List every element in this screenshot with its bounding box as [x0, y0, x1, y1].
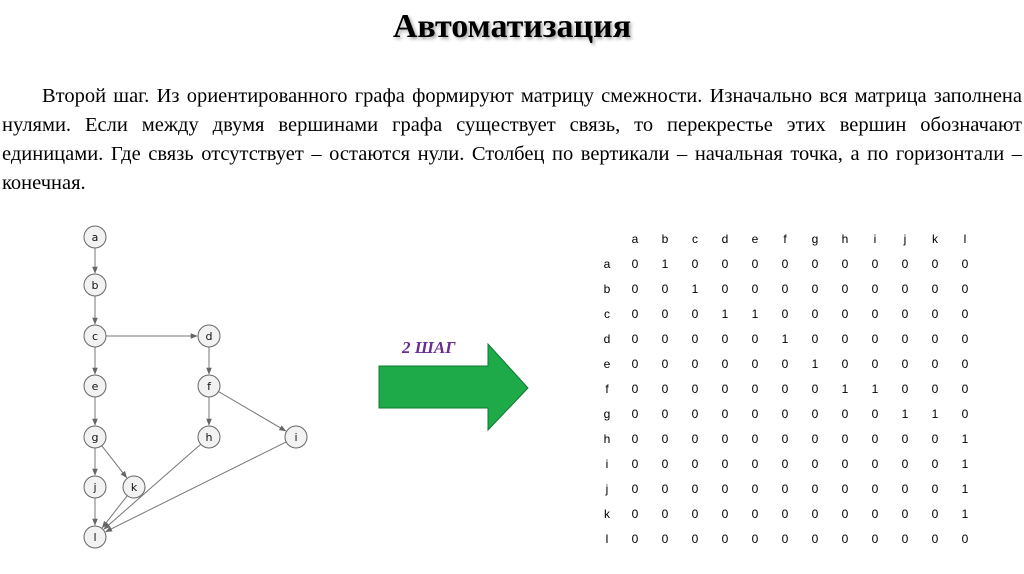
- matrix-cell: 0: [721, 331, 729, 346]
- matrix-cell: 0: [931, 531, 939, 546]
- graph-node-j: [84, 476, 106, 498]
- matrix-cell: 0: [841, 281, 849, 296]
- matrix-cell: 0: [901, 531, 909, 546]
- matrix-cell: 0: [841, 256, 849, 271]
- matrix-cell: 0: [811, 281, 819, 296]
- matrix-cell: 0: [841, 331, 849, 346]
- matrix-cell: 0: [631, 406, 639, 421]
- matrix-cell: 0: [811, 381, 819, 396]
- matrix-cell: 0: [841, 406, 849, 421]
- matrix-cell: 0: [661, 431, 669, 446]
- matrix-cell: 0: [751, 281, 759, 296]
- matrix-cell: 0: [901, 281, 909, 296]
- matrix-cell: 0: [931, 306, 939, 321]
- matrix-cell: 0: [691, 256, 699, 271]
- matrix-row-header: h: [603, 431, 611, 446]
- matrix-col-header: f: [783, 231, 787, 246]
- matrix-cell: 0: [631, 306, 639, 321]
- matrix-cell: 1: [961, 456, 969, 471]
- matrix-cell: 0: [931, 506, 939, 521]
- matrix-row-header: k: [604, 506, 610, 521]
- matrix-cell: 0: [811, 256, 819, 271]
- matrix-col-header: l: [963, 231, 967, 246]
- matrix-cell: 0: [751, 481, 759, 496]
- matrix-cell: 0: [961, 356, 969, 371]
- graph-node-label: h: [205, 431, 213, 444]
- matrix-cell: 0: [631, 381, 639, 396]
- matrix-cell: 0: [781, 481, 789, 496]
- matrix-cell: 0: [661, 356, 669, 371]
- matrix-cell: 1: [661, 256, 669, 271]
- matrix-cell: 0: [901, 256, 909, 271]
- matrix-row-header: l: [605, 531, 609, 546]
- graph-node-i: [285, 426, 307, 448]
- matrix-cell: 1: [811, 356, 819, 371]
- matrix-cell: 0: [631, 356, 639, 371]
- matrix-cell: 0: [781, 256, 789, 271]
- matrix-col-header: k: [932, 231, 938, 246]
- matrix-corner: [594, 226, 620, 251]
- matrix-cell: 0: [631, 331, 639, 346]
- matrix-cell: 0: [931, 331, 939, 346]
- matrix-cell: 0: [931, 481, 939, 496]
- matrix-col-header: a: [631, 231, 639, 246]
- matrix-cell: 0: [631, 431, 639, 446]
- matrix-cell: 0: [751, 331, 759, 346]
- matrix-cell: 0: [871, 456, 879, 471]
- matrix-cell: 0: [691, 306, 699, 321]
- matrix-cell: 0: [901, 306, 909, 321]
- matrix-cell: 0: [751, 506, 759, 521]
- matrix-cell: 0: [901, 456, 909, 471]
- matrix-cell: 0: [661, 331, 669, 346]
- matrix-cell: 0: [841, 506, 849, 521]
- matrix-cell: 0: [781, 356, 789, 371]
- matrix-cell: 0: [811, 506, 819, 521]
- matrix-cell: 0: [661, 456, 669, 471]
- matrix-cell: 0: [871, 431, 879, 446]
- matrix-cell: 0: [751, 431, 759, 446]
- matrix-col-header: h: [841, 231, 849, 246]
- matrix-cell: 0: [721, 431, 729, 446]
- matrix-cell: 0: [931, 356, 939, 371]
- matrix-cell: 0: [931, 281, 939, 296]
- matrix-cell: 1: [691, 281, 699, 296]
- matrix-cell: 0: [871, 256, 879, 271]
- matrix-row-header: g: [603, 406, 611, 421]
- matrix-cell: 0: [871, 481, 879, 496]
- matrix-cell: 0: [721, 281, 729, 296]
- graph-node-g: [84, 426, 106, 448]
- matrix-cell: 0: [661, 506, 669, 521]
- matrix-cell: 0: [781, 406, 789, 421]
- matrix-cell: 0: [751, 356, 759, 371]
- matrix-cell: 0: [811, 406, 819, 421]
- matrix-row: [594, 326, 980, 351]
- graph-node-label: c: [91, 330, 99, 343]
- step-label: 2 ШАГ: [402, 338, 456, 357]
- matrix-cell: 0: [721, 456, 729, 471]
- graph-node-label: d: [205, 330, 213, 343]
- graph-edge-f-i: [218, 392, 285, 431]
- directed-graph: [0, 215, 330, 555]
- matrix-row: [594, 501, 980, 526]
- graph-node-f: [198, 375, 220, 397]
- matrix-cell: 0: [691, 331, 699, 346]
- graph-node-label: k: [130, 481, 138, 494]
- graph-node-d: [198, 325, 220, 347]
- graph-node-label: f: [207, 380, 211, 393]
- matrix-cell: 0: [631, 531, 639, 546]
- matrix-cell: 0: [721, 381, 729, 396]
- matrix-row-header: a: [603, 256, 611, 271]
- graph-node-label: l: [93, 531, 97, 544]
- matrix-cell: 0: [961, 381, 969, 396]
- matrix-cell: 0: [841, 306, 849, 321]
- matrix-cell: 1: [961, 431, 969, 446]
- matrix-row-header: d: [603, 331, 611, 346]
- matrix-cell: 0: [811, 531, 819, 546]
- matrix-cell: 0: [961, 256, 969, 271]
- slide-body-text: Второй шаг. Из ориентированного графа формируют матрицу смежности. Изначально вся матрица заполнена нулями. Если между двумя вершинами графа существует связь, то перекрестье этих вершин обозначают единицами. Где связь отсутствует – остаются нули. Столбец по вертикали – начальная точка, а по горизонтали – конечная.: [2, 85, 1022, 194]
- graph-node-k: [123, 476, 145, 498]
- matrix-cell: 0: [721, 406, 729, 421]
- matrix-cell: 0: [751, 531, 759, 546]
- matrix-cell: 0: [721, 506, 729, 521]
- matrix-cell: 0: [661, 406, 669, 421]
- matrix-cell: 0: [961, 331, 969, 346]
- matrix-cell: 0: [931, 431, 939, 446]
- matrix-cell: 0: [961, 281, 969, 296]
- matrix-col-header: j: [903, 231, 907, 246]
- matrix-cell: 0: [781, 506, 789, 521]
- matrix-cell: 1: [931, 406, 939, 421]
- matrix-cell: 0: [931, 381, 939, 396]
- matrix-cell: 0: [721, 356, 729, 371]
- matrix-cell: 0: [811, 431, 819, 446]
- matrix-cell: 0: [631, 256, 639, 271]
- graph-node-label: i: [294, 431, 298, 444]
- matrix-cell: 0: [781, 381, 789, 396]
- matrix-cell: 0: [961, 306, 969, 321]
- matrix-cell: 0: [781, 431, 789, 446]
- matrix-cell: 0: [811, 331, 819, 346]
- graph-node-label: a: [91, 231, 99, 244]
- matrix-cell: 0: [871, 506, 879, 521]
- matrix-cell: 1: [961, 481, 969, 496]
- slide-title: Автоматизация: [392, 8, 632, 45]
- matrix-cell: 0: [841, 481, 849, 496]
- graph-node-l: [84, 526, 106, 548]
- matrix-cell: 1: [961, 506, 969, 521]
- matrix-cell: 0: [961, 406, 969, 421]
- graph-node-label: e: [91, 380, 99, 393]
- matrix-cell: 0: [781, 281, 789, 296]
- matrix-cell: 0: [721, 256, 729, 271]
- matrix-cell: 0: [781, 456, 789, 471]
- matrix-row-header: f: [605, 381, 609, 396]
- matrix-cell: 0: [871, 331, 879, 346]
- matrix-row: [594, 451, 980, 476]
- matrix-cell: 0: [901, 506, 909, 521]
- matrix-cell: 0: [751, 256, 759, 271]
- matrix-cell: 0: [691, 381, 699, 396]
- matrix-col-header: e: [751, 231, 759, 246]
- matrix-cell: 0: [781, 306, 789, 321]
- matrix-cell: 0: [631, 481, 639, 496]
- matrix-cell: 0: [661, 281, 669, 296]
- matrix-cell: 1: [871, 381, 879, 396]
- matrix-cell: 0: [661, 531, 669, 546]
- matrix-row: [594, 301, 980, 326]
- matrix-cell: 0: [691, 431, 699, 446]
- matrix-cell: 0: [691, 531, 699, 546]
- matrix-cell: 1: [901, 406, 909, 421]
- matrix-cell: 0: [691, 506, 699, 521]
- matrix-cell: 0: [871, 531, 879, 546]
- matrix-cell: 0: [901, 356, 909, 371]
- matrix-cell: 0: [631, 281, 639, 296]
- matrix-cell: 0: [691, 406, 699, 421]
- matrix-col-header: c: [692, 231, 698, 246]
- graph-node-label: b: [91, 279, 99, 292]
- matrix-row: [594, 276, 980, 301]
- matrix-col-header: i: [873, 231, 877, 246]
- matrix-row-header: j: [605, 481, 609, 496]
- matrix-cell: 0: [901, 481, 909, 496]
- matrix-row: [594, 426, 980, 451]
- matrix-cell: 0: [901, 381, 909, 396]
- graph-edge-g-k: [102, 446, 127, 478]
- matrix-col-header: d: [721, 231, 729, 246]
- matrix-cell: 0: [841, 431, 849, 446]
- graph-edge-h-l: [104, 444, 201, 529]
- matrix-cell: 1: [751, 306, 759, 321]
- matrix-cell: 0: [961, 531, 969, 546]
- matrix-cell: 0: [871, 281, 879, 296]
- matrix-col-header: b: [661, 231, 669, 246]
- matrix-cell: 0: [871, 306, 879, 321]
- matrix-row: [594, 401, 980, 426]
- matrix-cell: 1: [841, 381, 849, 396]
- matrix-cell: 0: [751, 406, 759, 421]
- matrix-cell: 1: [781, 331, 789, 346]
- matrix-cell: 0: [661, 481, 669, 496]
- matrix-cell: 0: [841, 456, 849, 471]
- graph-node-a: [84, 226, 106, 248]
- matrix-cell: 0: [691, 481, 699, 496]
- matrix-cell: 0: [721, 481, 729, 496]
- matrix-cell: 0: [901, 331, 909, 346]
- matrix-row-header: c: [604, 306, 610, 321]
- matrix-row: [594, 526, 980, 551]
- matrix-cell: 0: [751, 456, 759, 471]
- matrix-cell: 0: [691, 456, 699, 471]
- matrix-row-header: i: [605, 456, 609, 471]
- matrix-cell: 0: [811, 306, 819, 321]
- matrix-cell: 0: [871, 406, 879, 421]
- matrix-cell: 0: [721, 531, 729, 546]
- graph-node-label: j: [93, 481, 97, 494]
- graph-node-e: [84, 375, 106, 397]
- matrix-cell: 0: [841, 531, 849, 546]
- matrix-cell: 0: [631, 506, 639, 521]
- matrix-row: [594, 251, 980, 276]
- matrix-col-header: g: [811, 231, 819, 246]
- graph-node-b: [84, 274, 106, 296]
- matrix-cell: 0: [661, 381, 669, 396]
- matrix-cell: 0: [631, 456, 639, 471]
- matrix-cell: 0: [841, 356, 849, 371]
- right-arrow-icon: [376, 342, 532, 434]
- matrix-cell: 0: [931, 256, 939, 271]
- graph-node-c: [84, 325, 106, 347]
- matrix-cell: 0: [691, 356, 699, 371]
- matrix-cell: 0: [751, 381, 759, 396]
- matrix-cell: 0: [781, 531, 789, 546]
- adjacency-matrix: [594, 226, 980, 551]
- graph-node-h: [198, 426, 220, 448]
- matrix-row-header: e: [603, 356, 611, 371]
- matrix-cell: 0: [901, 431, 909, 446]
- matrix-cell: 0: [811, 456, 819, 471]
- matrix-cell: 1: [721, 306, 729, 321]
- matrix-row-header: b: [603, 281, 611, 296]
- matrix-cell: 0: [931, 456, 939, 471]
- matrix-cell: 0: [661, 306, 669, 321]
- matrix-row: [594, 376, 980, 401]
- matrix-cell: 0: [811, 481, 819, 496]
- matrix-row: [594, 476, 980, 501]
- graph-node-label: g: [91, 431, 99, 444]
- matrix-row: [594, 351, 980, 376]
- matrix-cell: 0: [871, 356, 879, 371]
